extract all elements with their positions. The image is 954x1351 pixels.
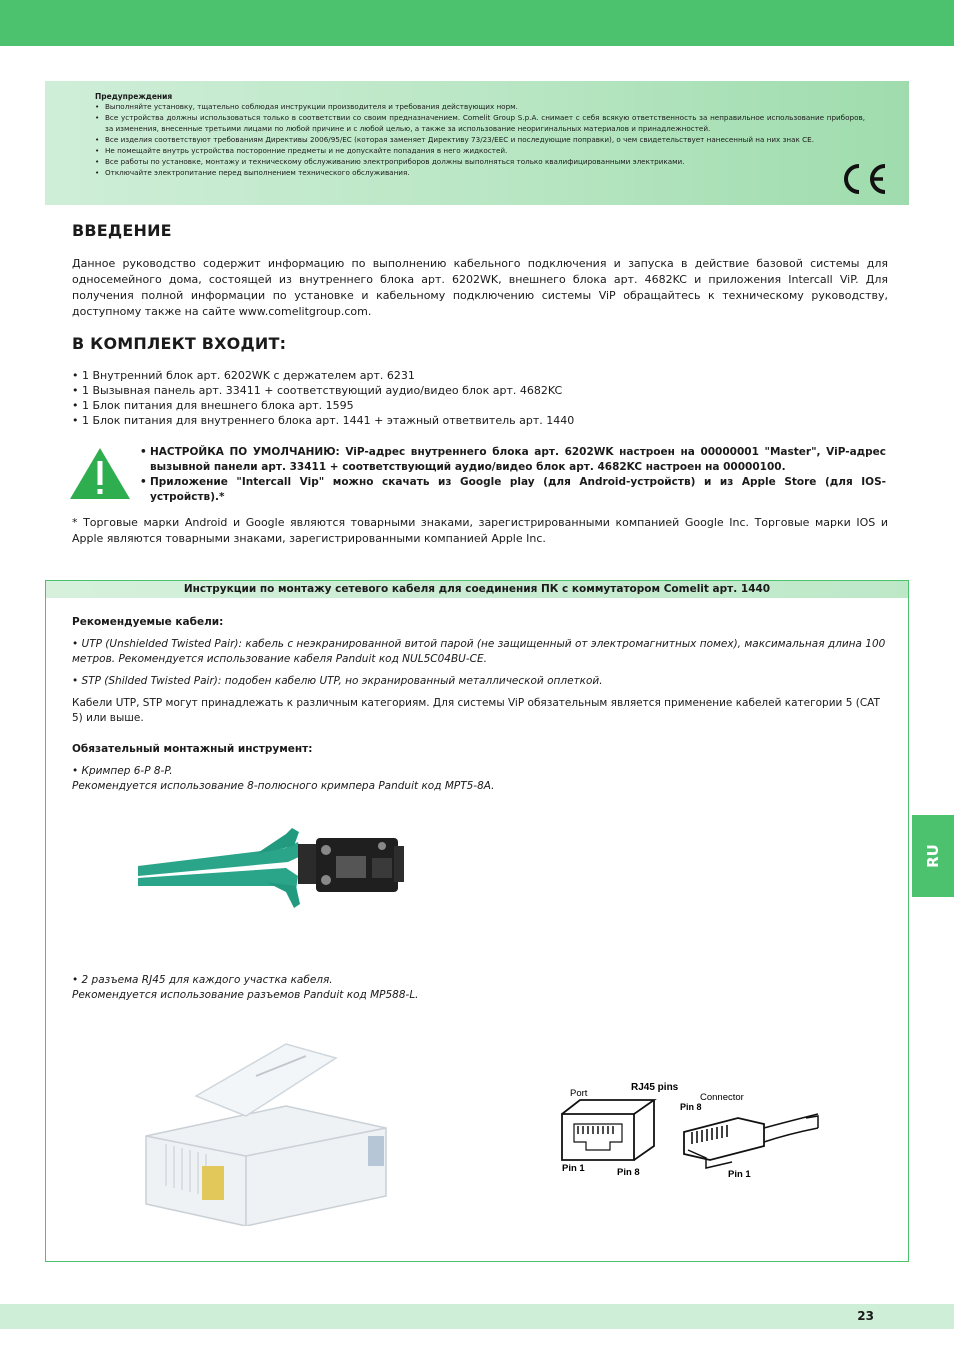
kit-item: • 1 Внутренний блок арт. 6202WK с держателем арт. 6231 bbox=[72, 369, 415, 382]
pin8-bottom-label: Pin 8 bbox=[617, 1167, 640, 1178]
top-bar bbox=[0, 0, 954, 46]
language-tab-label: RU bbox=[924, 844, 942, 868]
tool-title: Обязательный монтажный инструмент: bbox=[72, 743, 313, 755]
kit-list bbox=[72, 368, 574, 428]
utp-description: • UTP (Unshielded Twisted Pair): кабель с неэкранированной витой парой (не защищенный от электромагнитных помех), максимальная длина 100 метров. Рекомендуется использование кабеля Panduit код NUL5C04BU-CE. bbox=[72, 638, 886, 665]
warnings-title: Предупреждения bbox=[95, 92, 173, 101]
kit-item: • 1 Блок питания для внешнего блока арт. 1595 bbox=[72, 399, 354, 412]
warning-triangle-icon bbox=[69, 447, 131, 500]
warnings-panel bbox=[45, 81, 909, 205]
warning-item: • Не помещайте внутрь устройства посторонние предметы и не допускайте попадания в него жидкостей. bbox=[95, 145, 865, 156]
pin1-left-label: Pin 1 bbox=[562, 1163, 585, 1174]
language-tab-ru bbox=[912, 815, 954, 897]
connector-label: Connector bbox=[700, 1092, 744, 1103]
pin8-top-label: Pin 8 bbox=[680, 1102, 702, 1112]
ce-mark-icon bbox=[837, 161, 889, 197]
warning-item: • Все работы по установке, монтажу и техническому обслуживанию электроприборов должны выполняться только квалифицированными электриками. bbox=[95, 156, 865, 167]
tool-line-2: Рекомендуется использование 8-полюсного кримпера Panduit код MPT5-8A. bbox=[72, 780, 495, 792]
pin1-right-label: Pin 1 bbox=[728, 1169, 751, 1180]
warning-item: • Все устройства должны использоваться только в соответствии со своим предназначением. Comelit Group S.p.A. снимает с себя всякую ответственность за неправильное использование приборов, за изменения, внесенные третьими лицами по любой причине и с любой целью, а также за использование неоригинальных материалов и принадлежностей. bbox=[95, 112, 865, 134]
page-number: 23 bbox=[857, 1309, 874, 1323]
kit-item: • 1 Блок питания для внутреннего блока арт. 1441 + этажный ответвитель арт. 1440 bbox=[72, 414, 575, 427]
warning-item: • Отключайте электропитание перед выполнением технического обслуживания. bbox=[95, 167, 865, 178]
connector-line-1: • 2 разъема RJ45 для каждого участка кабеля. bbox=[72, 974, 333, 986]
tool-line-1: • Кримпер 6-P 8-P. bbox=[72, 765, 173, 777]
kit-heading: В КОМПЛЕКТ ВХОДИТ: bbox=[72, 334, 287, 353]
box-header: Инструкции по монтажу сетевого кабеля для соединения ПК с коммутатором Comelit арт. 1440 bbox=[46, 581, 908, 598]
crimper-tool-image bbox=[136, 816, 446, 926]
rj45-pin-diagram bbox=[556, 1076, 826, 1186]
cables-title: Рекомендуемые кабели: bbox=[72, 616, 224, 628]
warning-item: • Все изделия соответствуют требованиям Директивы 2006/95/EC (которая заменяет Директиву 73/23/EEC и последующие поправки), о чем свидетельствует нанесенный на них знак CE. bbox=[95, 134, 865, 145]
intro-heading: ВВЕДЕНИЕ bbox=[72, 221, 172, 240]
bottom-bar bbox=[0, 1304, 954, 1329]
intro-text: Данное руководство содержит информацию по выполнению кабельного подключения и запуска в действие базовой системы для односемейного дома, состоящей из внутреннего блока арт. 6202WK, внешнего блока арт. 4682KC и приложения Intercall ViP. Для получения полной информации по установке и кабельному подключению системы ViP обращайтесь к техническому руководству, доступному также на сайте www.comelitgroup.com. bbox=[72, 257, 888, 318]
warnings-list bbox=[95, 101, 865, 178]
port-label: Port bbox=[570, 1088, 588, 1099]
note-item: • НАСТРОЙКА ПО УМОЛЧАНИЮ: ViP-адрес внутреннего блока арт. 6202WK настроен на 00000001 "Master", ViP-адрес вызывной панели арт. 33411 + соответствующий аудио/видео блок арт. 4682KC настроен на 00000100. bbox=[140, 445, 886, 475]
kit-item: • 1 Вызывная панель арт. 33411 + соответствующий аудио/видео блок арт. 4682KC bbox=[72, 384, 563, 397]
trademark-note: * Торговые марки Android и Google являются товарными знаками, зарегистрированными компанией Google Inc. Торговые марки IOS и Apple являются товарными знаками, зарегистрированными компанией Apple Inc. bbox=[72, 516, 888, 545]
connector-line-2: Рекомендуется использование разъемов Panduit код MP588-L. bbox=[72, 989, 419, 1001]
categories-text: Кабели UTP, STP могут принадлежать к различным категориям. Для системы ViP обязательным является применение кабелей категории 5 (CAT 5) или выше. bbox=[72, 697, 880, 724]
warning-item: • Выполняйте установку, тщательно соблюдая инструкции производителя и требования действующих норм. bbox=[95, 101, 865, 112]
note-item: • Приложение "Intercall Vip" можно скачать из Google play (для Android-устройств) и из Apple Store (для IOS-устройств).* bbox=[140, 475, 886, 505]
default-settings-notes bbox=[140, 445, 886, 505]
cable-instructions-box bbox=[45, 580, 909, 1262]
stp-description: • STP (Shilded Twisted Pair): подобен кабелю UTP, но экранированный металлической оплеткой. bbox=[72, 675, 603, 687]
rj45-connector-image bbox=[136, 1036, 396, 1226]
rj45-pins-label: RJ45 pins bbox=[631, 1082, 679, 1093]
